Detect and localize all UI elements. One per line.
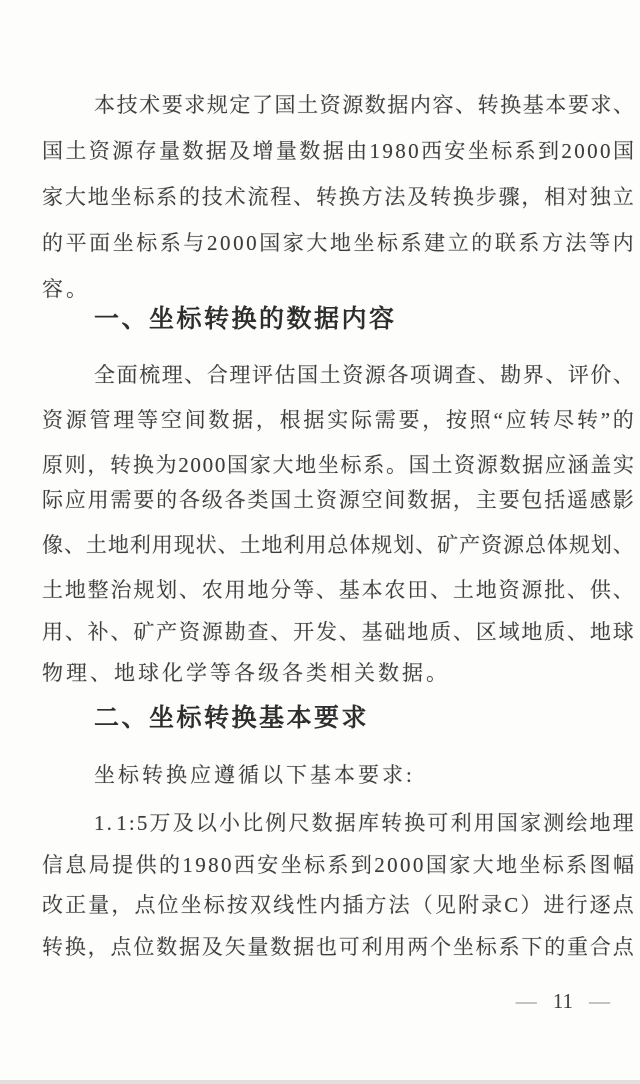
text-line: 家 大 地 坐 标 系 的 技 术 流 程 、 转 换 方 法 及 转 换 步 骤 ， 相 对 独 立 (42, 185, 634, 209)
page-number-dash-left: — (515, 988, 537, 1013)
text-line: 土 地 整 治 规 划 、 农 用 地 分 等 、 基 本 农 田 、 土 地 资 源 批 、 供 、 (42, 578, 634, 602)
text-line: 转 换 ， 点 位 数 据 及 矢 量 数 据 也 可 利 用 两 个 坐 标 系 下 的 重 合 点 (42, 935, 634, 959)
text-line: 际 应 用 需 要 的 各 级 各 类 国 土 资 源 空 间 数 据 ， 主 要 包 括 遥 感 影 (42, 488, 634, 512)
text-line: 信 息 局 提 供 的 1 9 8 0 西 安 坐 标 系 到 2 0 0 0 国 家 大 地 坐 标 系 图 幅 (42, 853, 634, 877)
text-line: 改 正 量 ， 点 位 坐 标 按 双 线 性 内 插 方 法 （ 见 附 录 C ） 进 行 逐 点 (42, 893, 634, 917)
text-line: 原 则 ， 转 换 为 2 0 0 0 国 家 大 地 坐 标 系 。 国 土 资 源 数 据 应 涵 盖 实 (42, 453, 634, 477)
text-line: 容。 (42, 277, 90, 301)
text-line: 资 源 管 理 等 空 间 数 据 ， 根 据 实 际 需 要 ， 按 照 “ 应 转 尽 转 ” 的 (42, 408, 634, 432)
page-number (516, 986, 610, 1016)
page-number-value: 11 (552, 988, 573, 1013)
text-line: 坐标转换应遵循以下基本要求: (94, 763, 415, 787)
text-line: 物理、地球化学等各级各类相关数据。 (42, 661, 450, 685)
page-number-dash-right: — (589, 988, 610, 1013)
text-line: 国 土 资 源 存 量 数 据 及 增 量 数 据 由 1 9 8 0 西 安 坐 标 系 到 2 0 0 0 国 (42, 139, 634, 163)
text-line: 1 . 1 : 5 万 及 以 小 比 例 尺 数 据 库 转 换 可 利 用 国 家 测 绘 地 理 (94, 811, 634, 835)
text-line: 的 平 面 坐 标 系 与 2 0 0 0 国 家 大 地 坐 标 系 建 立 的 联 系 方 法 等 内 (42, 231, 634, 255)
text-line: 全 面 梳 理 、 合 理 评 估 国 土 资 源 各 项 调 查 、 勘 界 、 评 价 、 (94, 363, 634, 387)
text-line: 本 技 术 要 求 规 定 了 国 土 资 源 数 据 内 容 、 转 换 基 本 要 求 、 (94, 93, 634, 117)
section-heading-1: 一、坐标转换的数据内容 (94, 305, 397, 333)
scan-edge-strip (0, 1080, 640, 1084)
text-line: 用 、 补 、 矿 产 资 源 勘 查 、 开 发 、 基 础 地 质 、 区 域 地 质 、 地 球 (42, 620, 634, 644)
text-line: 像 、 土 地 利 用 现 状 、 土 地 利 用 总 体 规 划 、 矿 产 资 源 总 体 规 划 、 (42, 533, 634, 557)
section-heading-2: 二、坐标转换基本要求 (94, 704, 370, 732)
